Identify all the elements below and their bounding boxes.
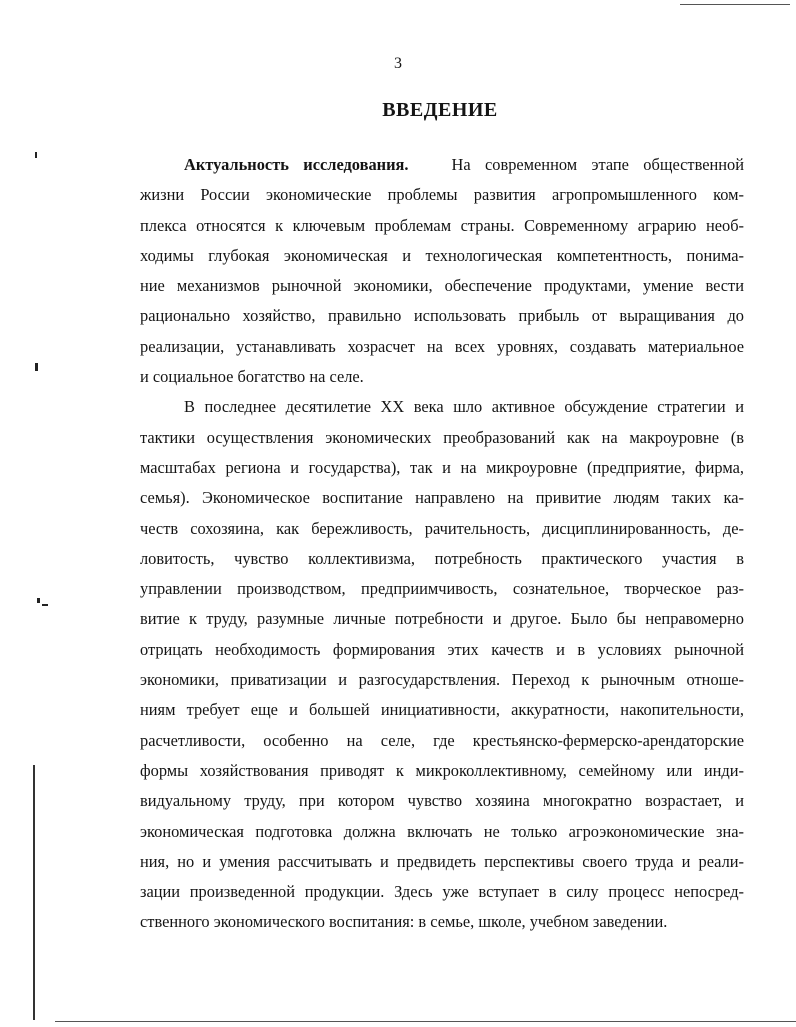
paragraph-1-line: ходимы глубокая экономическая и технологическая компетентность, понима- — [140, 245, 744, 265]
paragraph-2-line: ловитость, чувство коллективизма, потребность практического участия в — [140, 548, 744, 568]
scan-speck — [35, 152, 37, 158]
scan-edge-left — [33, 765, 35, 1020]
page-title: ВВЕДЕНИЕ — [382, 99, 498, 121]
paragraph-2-line: честв сохозяина, как бережливость, рачительность, дисциплинированность, де- — [140, 518, 744, 538]
paragraph-2-line: управлении производством, предприимчивость, сознательное, творческое раз- — [140, 579, 744, 599]
paragraph-2-line: формы хозяйствования приводят к микроколлективному, семейному или инди- — [140, 760, 744, 780]
paragraph-1-line: ние механизмов рыночной экономики, обеспечение продуктами, умение вести — [140, 276, 744, 296]
paragraph-2-line: витие к труду, разумные личные потребности и другое. Было бы неправомерно — [140, 609, 744, 629]
paragraph-2-line: семья). Экономическое воспитание направлено на привитие людям таких ка- — [140, 488, 744, 508]
scan-speck — [37, 598, 40, 603]
scan-speck — [35, 363, 38, 371]
paragraph-2-line: ния, но и умения рассчитывать и предвидеть перспективы своего труда и реали- — [140, 851, 744, 871]
paragraph-2-line: ниям требует еще и большей инициативности, аккуратности, накопительности, — [140, 700, 744, 720]
paragraph-2-line: тактики осуществления экономических преобразований как на макроуровне (в — [140, 427, 744, 447]
paragraph-2-line: масштабах региона и государства), так и на микроуровне (предприятие, фирма, — [140, 457, 744, 477]
paragraph-2-line: В последнее десятилетие XX века шло активное обсуждение стратегии и — [184, 397, 744, 417]
paragraph-1-first-line-text: На современном этапе общественной — [451, 155, 744, 174]
lead-heading: Актуальность исследования. — [184, 155, 409, 174]
scan-speck — [42, 604, 48, 606]
paragraph-1-line: рационально хозяйство, правильно использовать прибыль от выращивания до — [140, 306, 744, 326]
paragraph-2-line: отрицать необходимость формирования этих качеств и в условиях рыночной — [140, 639, 744, 659]
page-number: 3 — [394, 55, 402, 72]
paragraph-2-line: расчетливости, особенно на селе, где крестьянско-фермерско-арендаторские — [140, 730, 744, 750]
scan-edge-top-right — [680, 4, 790, 5]
paragraph-1-line: плекса относятся к ключевым проблемам страны. Современному аграрию необ- — [140, 215, 744, 235]
scan-edge-bottom — [55, 1021, 796, 1022]
paragraph-2-line: ственного экономического воспитания: в семье, школе, учебном заведении. — [140, 912, 668, 932]
body-text — [140, 150, 744, 938]
paragraph-1-line: жизни России экономические проблемы развития агропромышленного ком- — [140, 185, 744, 205]
paragraph-2-line: видуальному труду, при котором чувство хозяина многократно возрастает, и — [140, 791, 744, 811]
paragraph-2-line: экономики, приватизации и разгосударствления. Переход к рыночным отноше- — [140, 670, 744, 690]
paragraph-1-line: реализации, устанавливать хозрасчет на всех уровнях, создавать материальное — [140, 336, 744, 356]
paragraph-2-line: зации произведенной продукции. Здесь уже вступает в силу процесс непосред- — [140, 882, 744, 902]
paragraph-1-line: и социальное богатство на селе. — [140, 367, 364, 387]
paragraph-1-line — [140, 150, 744, 180]
paragraph-2-line: экономическая подготовка должна включать не только агроэкономические зна- — [140, 821, 744, 841]
